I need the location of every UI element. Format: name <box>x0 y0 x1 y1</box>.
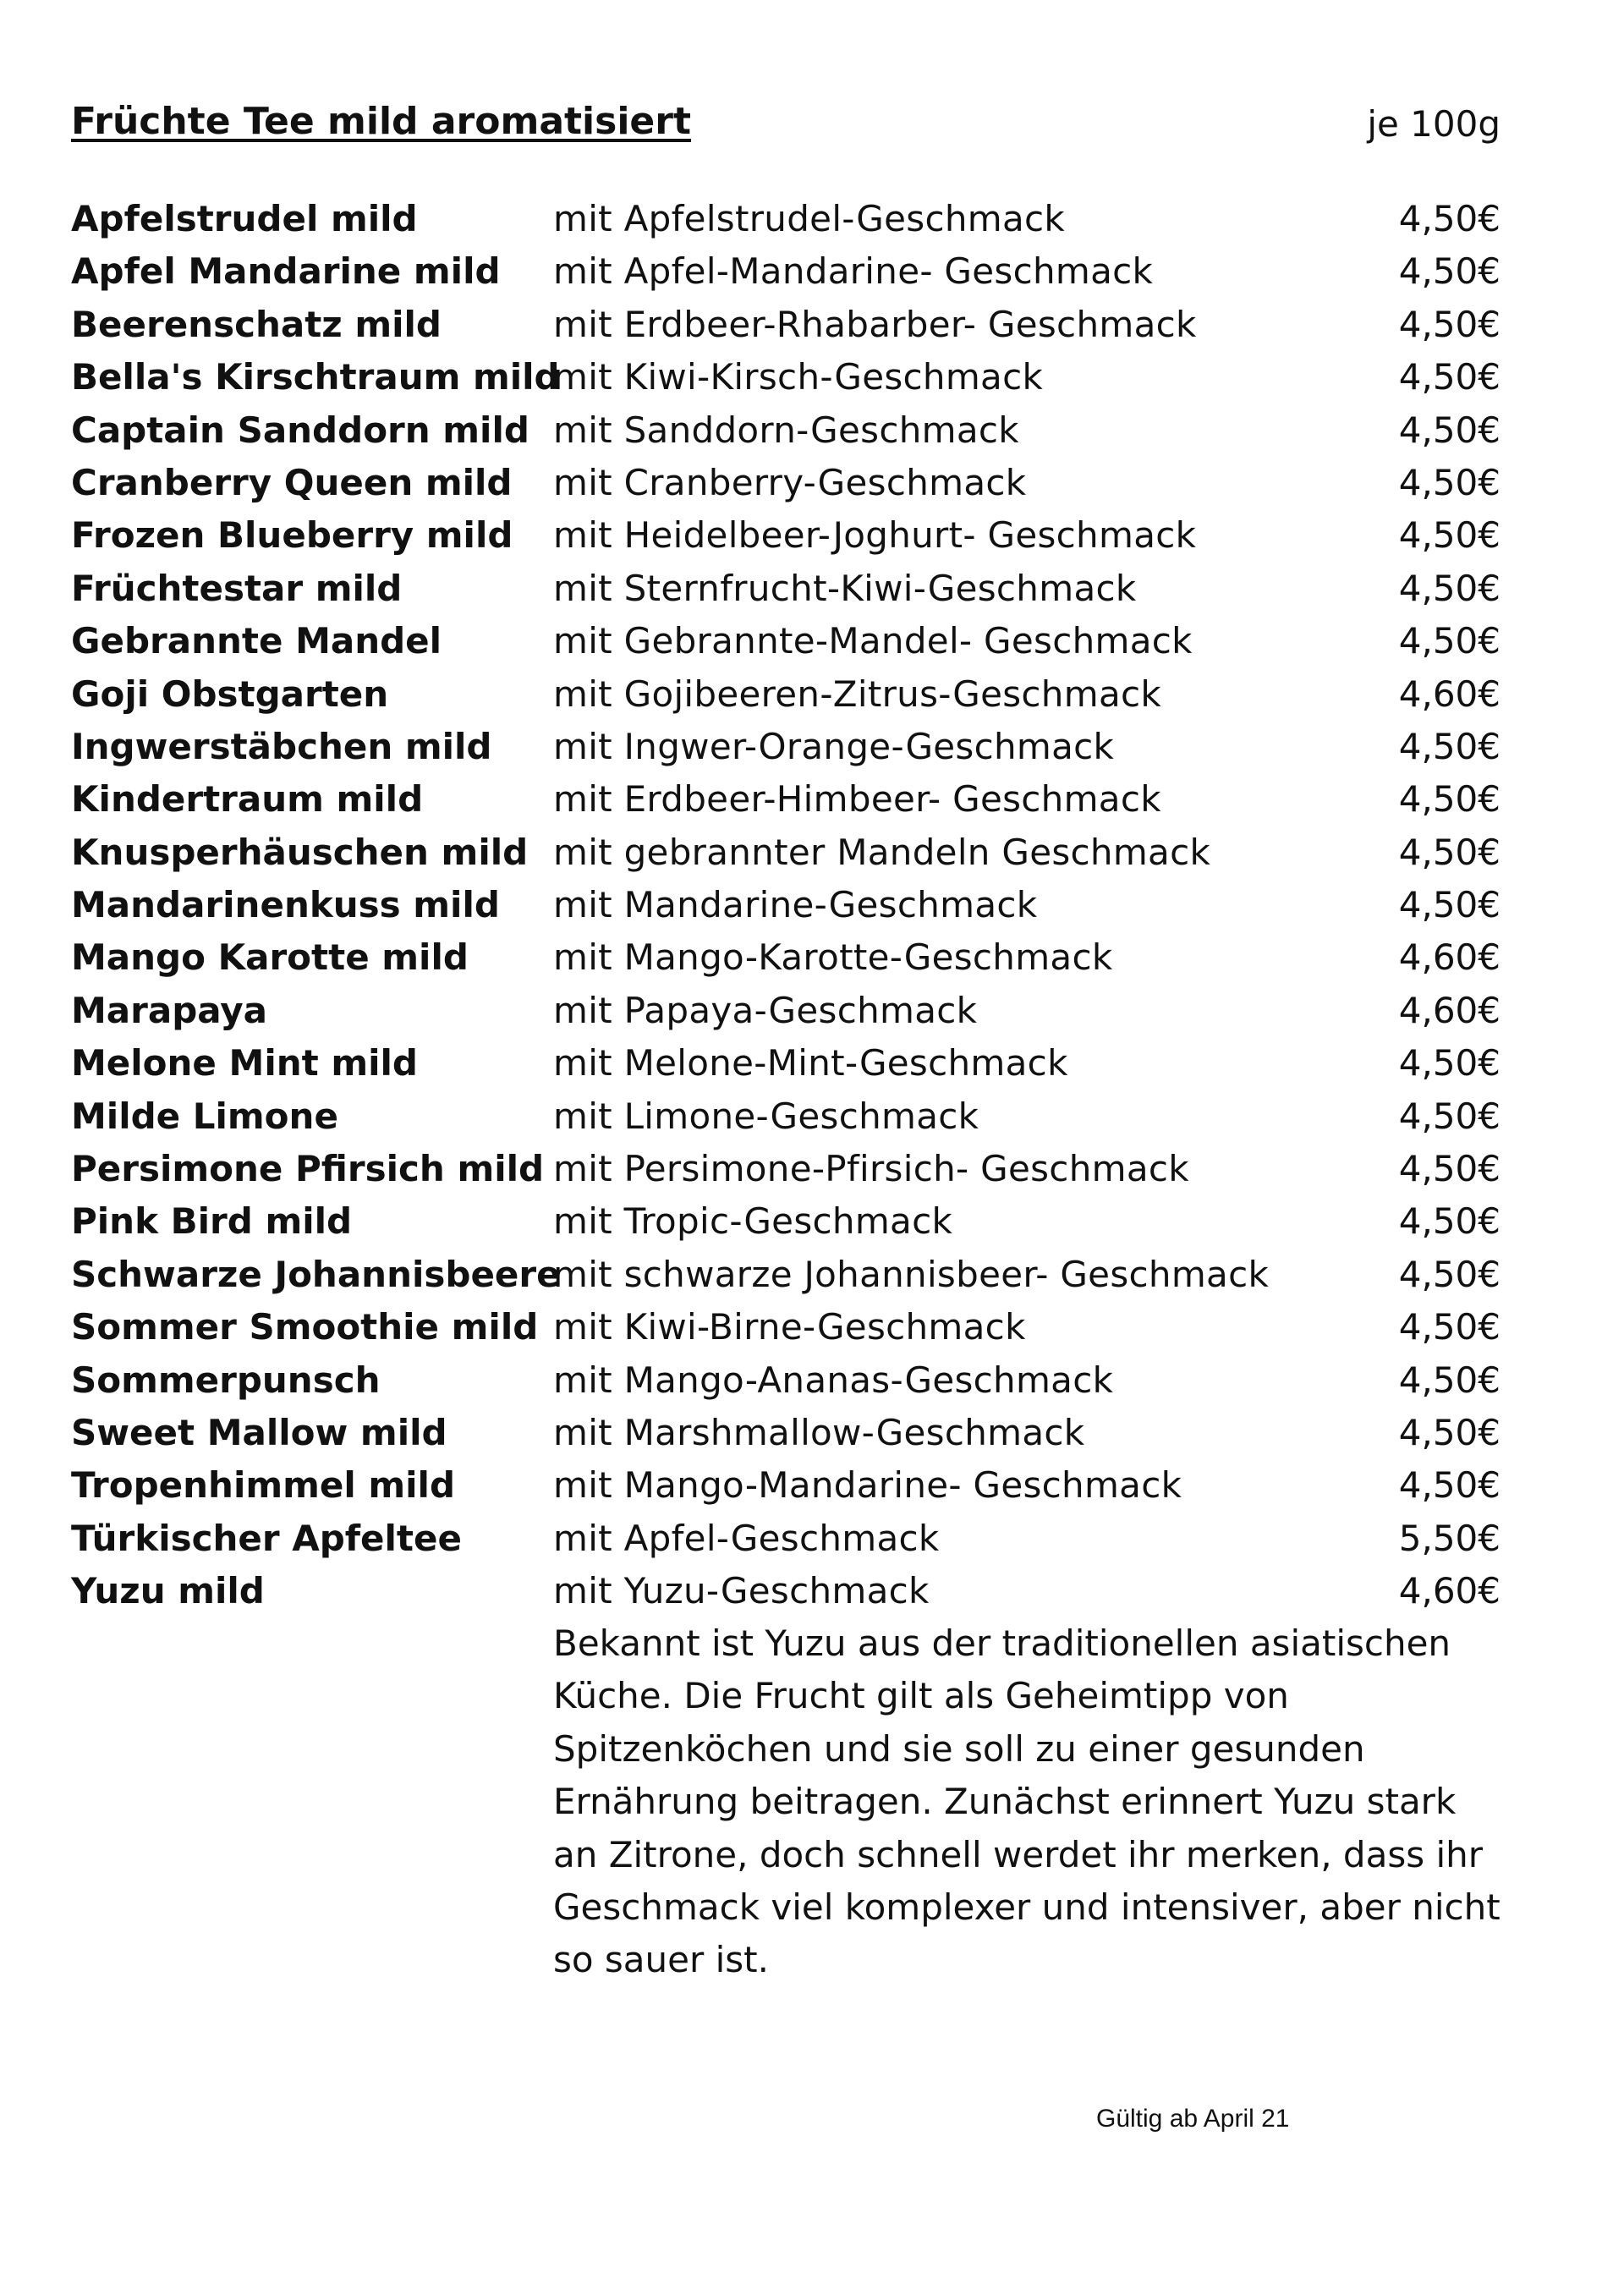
tea-flavor: mit Apfel-Geschmack <box>553 1517 940 1559</box>
list-item <box>71 668 1501 721</box>
list-item <box>71 931 1501 984</box>
list-item <box>71 721 1501 773</box>
list-item <box>71 1301 1501 1353</box>
tea-price: 4,50€ <box>1398 1095 1501 1137</box>
tea-flavor: mit gebrannter Mandeln Geschmack <box>553 831 1211 873</box>
tea-price: 4,50€ <box>1398 620 1501 662</box>
tea-name: Pink Bird mild <box>71 1200 353 1243</box>
tea-name: Marapaya <box>71 989 268 1031</box>
tea-name: Melone Mint mild <box>71 1042 418 1084</box>
list-item <box>71 985 1501 1037</box>
tea-flavor: mit Heidelbeer-Joghurt- Geschmack <box>553 514 1197 557</box>
tea-name: Frozen Blueberry mild <box>71 514 513 557</box>
list-item <box>71 615 1501 667</box>
list-item <box>71 1354 1501 1407</box>
list-item <box>71 509 1501 562</box>
list-item <box>71 1513 1501 1565</box>
tea-name: Sweet Mallow mild <box>71 1411 447 1453</box>
tea-name: Apfelstrudel mild <box>71 198 418 239</box>
tea-flavor: mit schwarze Johannisbeer- Geschmack <box>553 1253 1270 1295</box>
list-item <box>71 1090 1501 1143</box>
tea-flavor: mit Mandarine-Geschmack <box>553 884 1038 926</box>
tea-flavor: mit Sanddorn-Geschmack <box>553 409 1019 451</box>
header <box>71 100 1501 159</box>
tea-flavor: mit Persimone-Pfirsich- Geschmack <box>553 1148 1189 1190</box>
tea-flavor: mit Marshmallow-Geschmack <box>553 1411 1085 1453</box>
tea-price: 4,50€ <box>1398 1200 1501 1243</box>
list-item <box>71 1407 1501 1459</box>
tea-price: 5,50€ <box>1398 1517 1501 1559</box>
tea-name: Persimone Pfirsich mild <box>71 1148 545 1190</box>
list-item <box>71 1249 1501 1301</box>
list-item <box>71 1195 1501 1248</box>
list-item <box>71 773 1501 826</box>
tea-flavor: mit Tropic-Geschmack <box>553 1200 953 1243</box>
tea-price: 4,50€ <box>1398 303 1501 345</box>
tea-name: Cranberry Queen mild <box>71 461 513 503</box>
tea-name: Milde Limone <box>71 1095 338 1137</box>
tea-flavor: mit Limone-Geschmack <box>553 1095 979 1137</box>
tea-price: 4,50€ <box>1398 356 1501 398</box>
tea-price: 4,60€ <box>1398 673 1501 715</box>
tea-flavor: mit Yuzu-Geschmack <box>553 1570 930 1612</box>
tea-flavor: mit Erdbeer-Himbeer- Geschmack <box>553 778 1161 821</box>
tea-price: 4,50€ <box>1398 1306 1501 1348</box>
tea-price: 4,50€ <box>1398 778 1501 821</box>
tea-name: Kindertraum mild <box>71 778 424 821</box>
list-item <box>71 1037 1501 1090</box>
tea-name: Türkischer Apfeltee <box>71 1517 462 1559</box>
tea-price: 4,50€ <box>1398 198 1501 239</box>
tea-list <box>71 193 1501 1618</box>
tea-name: Mandarinenkuss mild <box>71 884 500 926</box>
tea-price: 4,50€ <box>1398 1148 1501 1190</box>
validity-note: Gültig ab April 21 <box>1096 2105 1290 2133</box>
tea-price: 4,50€ <box>1398 831 1501 873</box>
tea-price: 4,50€ <box>1398 250 1501 293</box>
page-title: Früchte Tee mild aromatisiert <box>71 100 691 143</box>
tea-name: Ingwerstäbchen mild <box>71 725 492 767</box>
tea-flavor: mit Apfelstrudel-Geschmack <box>553 198 1066 239</box>
tea-name: Captain Sanddorn mild <box>71 409 529 451</box>
tea-name: Sommer Smoothie mild <box>71 1306 539 1348</box>
list-item <box>71 245 1501 298</box>
tea-flavor: mit Cranberry-Geschmack <box>553 461 1027 503</box>
list-item <box>71 1565 1501 1617</box>
tea-price: 4,60€ <box>1398 989 1501 1031</box>
list-item <box>71 299 1501 351</box>
tea-flavor: mit Gojibeeren-Zitrus-Geschmack <box>553 673 1161 715</box>
tea-flavor: mit Erdbeer-Rhabarber- Geschmack <box>553 303 1197 345</box>
tea-name: Apfel Mandarine mild <box>71 250 501 293</box>
list-item <box>71 1143 1501 1195</box>
tea-name: Knusperhäuschen mild <box>71 831 529 873</box>
tea-name: Beerenschatz mild <box>71 303 442 345</box>
tea-flavor: mit Melone-Mint-Geschmack <box>553 1042 1068 1084</box>
tea-flavor: mit Ingwer-Orange-Geschmack <box>553 725 1115 767</box>
tea-flavor: mit Papaya-Geschmack <box>553 989 978 1031</box>
tea-price: 4,50€ <box>1398 884 1501 926</box>
list-item <box>71 826 1501 879</box>
tea-name: Gebrannte Mandel <box>71 620 442 662</box>
tea-price: 4,50€ <box>1398 514 1501 557</box>
tea-price: 4,50€ <box>1398 409 1501 451</box>
tea-name: Früchtestar mild <box>71 567 403 609</box>
list-item <box>71 404 1501 457</box>
tea-price: 4,60€ <box>1398 936 1501 979</box>
yuzu-description: Bekannt ist Yuzu aus der traditionellen asiatischen Küche. Die Frucht gilt als Geheimtipp von Spitzenköchen und sie soll zu einer gesunden Ernährung beitragen. Zunächst erinnert Yuzu stark an Zitrone, doch schnell werdet ihr merken, dass ihr Geschmack viel komplexer und intensiver, aber nicht so sauer ist. <box>553 1622 1501 1981</box>
tea-flavor: mit Kiwi-Birne-Geschmack <box>553 1306 1026 1348</box>
list-item <box>71 879 1501 931</box>
tea-price: 4,50€ <box>1398 461 1501 503</box>
tea-price: 4,50€ <box>1398 1253 1501 1295</box>
tea-flavor: mit Apfel-Mandarine- Geschmack <box>553 250 1154 293</box>
tea-name: Goji Obstgarten <box>71 673 389 715</box>
tea-name: Mango Karotte mild <box>71 936 469 979</box>
list-item <box>71 193 1501 245</box>
tea-price: 4,60€ <box>1398 1570 1501 1612</box>
tea-price: 4,50€ <box>1398 725 1501 767</box>
list-item <box>71 1459 1501 1512</box>
tea-name: Bella's Kirschtraum mild <box>71 356 560 398</box>
tea-price: 4,50€ <box>1398 1464 1501 1507</box>
tea-flavor: mit Mango-Karotte-Geschmack <box>553 936 1113 979</box>
list-item <box>71 457 1501 509</box>
tea-flavor: mit Sternfrucht-Kiwi-Geschmack <box>553 567 1137 609</box>
tea-price: 4,50€ <box>1398 567 1501 609</box>
tea-name: Tropenhimmel mild <box>71 1464 456 1507</box>
tea-flavor: mit Mango-Ananas-Geschmack <box>553 1359 1114 1401</box>
unit-label: je 100g <box>1367 103 1501 145</box>
tea-name: Schwarze Johannisbeere <box>71 1253 561 1295</box>
list-item <box>71 563 1501 615</box>
tea-flavor: mit Gebrannte-Mandel- Geschmack <box>553 620 1193 662</box>
list-item <box>71 351 1501 404</box>
tea-price: 4,50€ <box>1398 1042 1501 1084</box>
tea-price: 4,50€ <box>1398 1359 1501 1401</box>
tea-price: 4,50€ <box>1398 1411 1501 1453</box>
tea-flavor: mit Mango-Mandarine- Geschmack <box>553 1464 1182 1507</box>
tea-flavor: mit Kiwi-Kirsch-Geschmack <box>553 356 1044 398</box>
tea-name: Yuzu mild <box>71 1570 265 1612</box>
tea-name: Sommerpunsch <box>71 1359 381 1401</box>
